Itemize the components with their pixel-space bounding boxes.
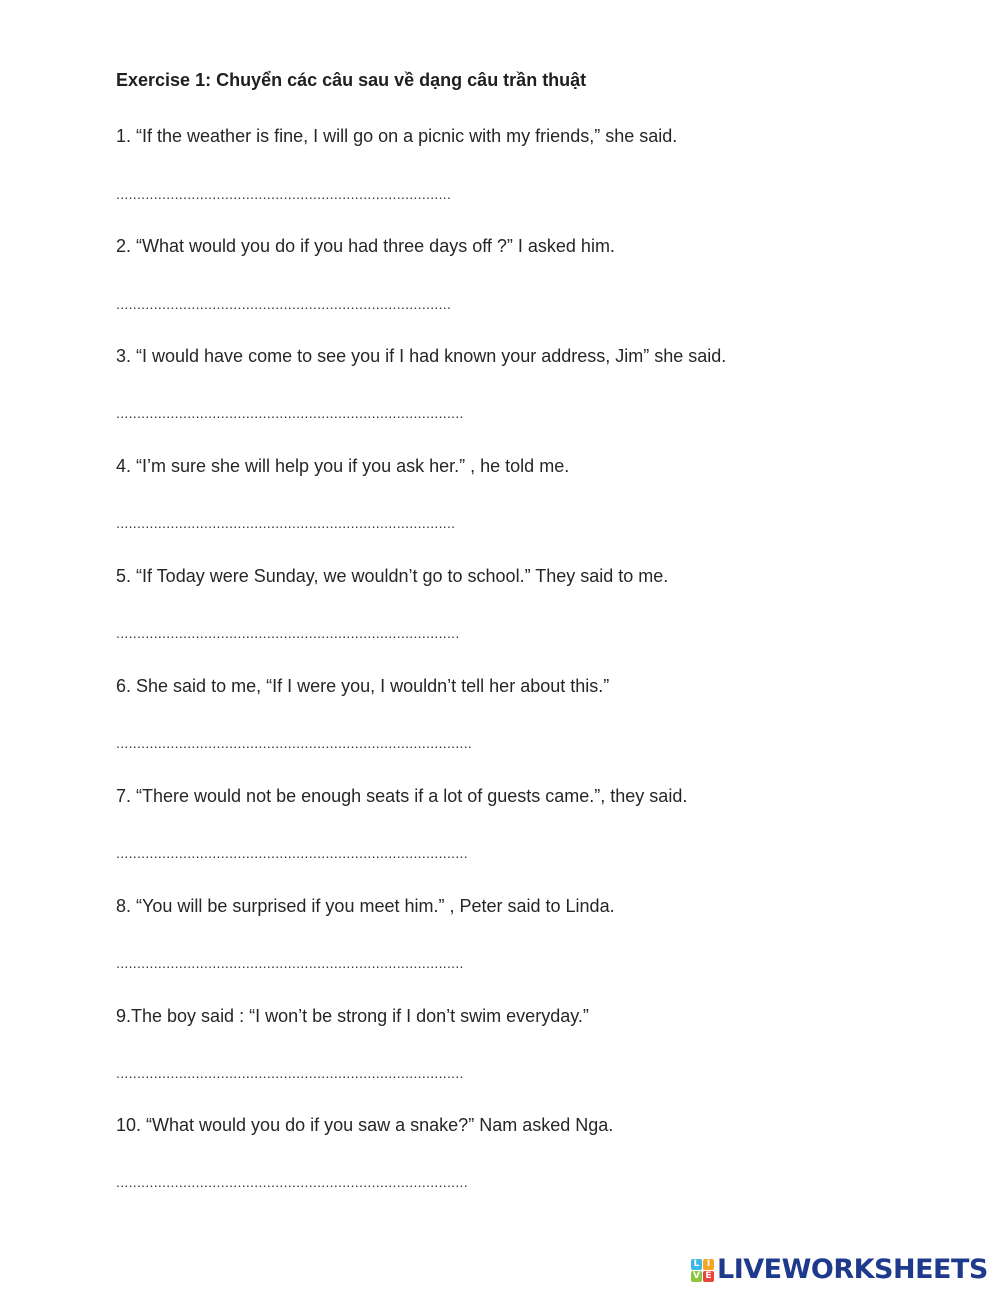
answer-line-6[interactable]: ..................................................................................... <box>116 735 473 751</box>
logo-wordmark: LIVEWORKSHEETS <box>717 1254 988 1285</box>
answer-line-10[interactable]: .................................................................................... <box>116 1174 468 1190</box>
answer-line-5[interactable]: .................................................................................. <box>116 625 460 641</box>
question-1: 1. “If the weather is fine, I will go on a picnic with my friends,” she said. <box>116 126 678 146</box>
answer-line-7[interactable]: .................................................................................... <box>116 845 468 861</box>
question-10: 10. “What would you do if you saw a snake?” Nam asked Nga. <box>116 1115 614 1135</box>
question-2: 2. “What would you do if you had three days off ?” I asked him. <box>116 236 615 256</box>
logo-tile-e: E <box>703 1271 714 1282</box>
logo-mark-icon <box>691 1259 714 1282</box>
question-3: 3. “I would have come to see you if I had known your address, Jim” she said. <box>116 346 727 366</box>
logo-tile-v: V <box>691 1271 702 1282</box>
answer-line-9[interactable]: ................................................................................... <box>116 1065 464 1081</box>
question-8: 8. “You will be surprised if you meet him.” , Peter said to Linda. <box>116 896 615 916</box>
exercise-title: Exercise 1: Chuyển các câu sau về dạng câu trần thuật <box>116 70 587 90</box>
answer-line-2[interactable]: ................................................................................ <box>116 296 452 312</box>
question-5: 5. “If Today were Sunday, we wouldn’t go to school.” They said to me. <box>116 566 669 586</box>
logo-tile-l: L <box>691 1259 702 1270</box>
liveworksheets-logo <box>691 1253 988 1287</box>
answer-line-3[interactable]: ................................................................................... <box>116 405 464 421</box>
answer-line-8[interactable]: ................................................................................... <box>116 955 464 971</box>
question-7: 7. “There would not be enough seats if a lot of guests came.”, they said. <box>116 786 688 806</box>
question-6: 6. She said to me, “If I were you, I wouldn’t tell her about this.” <box>116 676 610 696</box>
question-4: 4. “I’m sure she will help you if you ask her.” , he told me. <box>116 456 570 476</box>
logo-tile-i: I <box>703 1259 714 1270</box>
answer-line-1[interactable]: ................................................................................ <box>116 186 452 202</box>
answer-line-4[interactable]: ................................................................................. <box>116 515 456 531</box>
question-9: 9.The boy said : “I won’t be strong if I don’t swim everyday.” <box>116 1006 589 1026</box>
